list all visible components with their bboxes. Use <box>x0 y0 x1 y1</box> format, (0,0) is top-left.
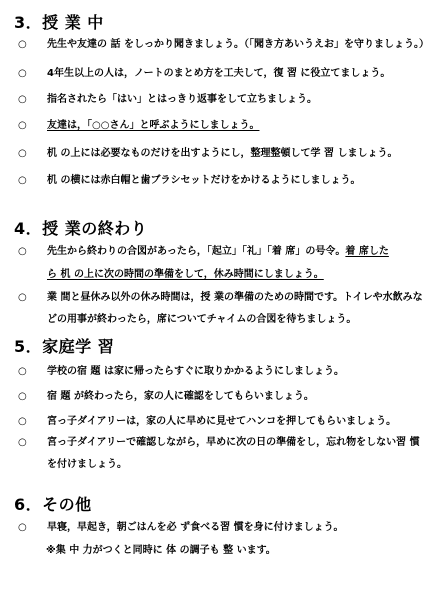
section-6-heading: 6．その他 <box>14 495 92 514</box>
section-3-heading: 3．授 業 中 <box>14 13 104 32</box>
list-item: ○ 先生や友達の 話 をしっかり聞きましょう。（「聞き方あいうえお」を守りましょう。） <box>18 32 428 57</box>
circle-bullet-icon: ○ <box>18 292 27 303</box>
circle-bullet-icon: ○ <box>18 39 27 50</box>
list-item: ○ 業 間と昼休み以外の休み時間は，授 業の準備のための時間です。トイレや水飲みなどの用事が終わったら，席についてチャイムの合図を待ちましょう。 <box>18 287 428 331</box>
circle-bullet-icon: ○ <box>18 366 27 377</box>
note-text: ※集 中 力がつくと同時に 体 の調子も 整 います。 <box>46 545 276 556</box>
list-item: ○ 学校の宿 題 は家に帰ったらすぐに取りかかるようにしましょう。 <box>18 359 428 384</box>
list-item: ○ 4年生以上の人は，ノートのまとめ方を工夫して，復 習 に役立てましょう。 <box>18 61 428 86</box>
circle-bullet-icon: ○ <box>18 416 27 427</box>
section-5-heading: 5．家庭学 習 <box>14 337 115 356</box>
circle-bullet-icon: ○ <box>18 68 27 79</box>
circle-bullet-icon: ○ <box>18 120 27 131</box>
circle-bullet-icon: ○ <box>18 94 27 105</box>
list-item: ○ 友達は，「○○さん」と呼ぶようにしましょう。 <box>18 113 428 138</box>
section-4-heading: 4．授 業の終わり <box>14 219 148 238</box>
circle-bullet-icon: ○ <box>18 522 27 533</box>
list-item: ○ 宮っ子ダイアリーは，家の人に早めに見せてハンコを押してもらいましょう。 <box>18 409 428 434</box>
circle-bullet-icon: ○ <box>18 246 27 257</box>
list-item: ○ 指名されたら「はい」とはっきり返事をして立ちましょう。 <box>18 87 428 112</box>
list-item: ○ 机 の横には赤白帽と歯ブラシセットだけをかけるようにしましょう。 <box>18 168 428 193</box>
circle-bullet-icon: ○ <box>18 437 27 448</box>
list-item: ○ 宿 題 が終わったら，家の人に確認をしてもらいましょう。 <box>18 384 428 409</box>
circle-bullet-icon: ○ <box>18 148 27 159</box>
circle-bullet-icon: ○ <box>18 391 27 402</box>
list-item: ○ 宮っ子ダイアリーで確認しながら，早めに次の日の準備をし，忘れ物をしない習 慣を付けましょう。 <box>18 432 428 476</box>
circle-bullet-icon: ○ <box>18 175 27 186</box>
list-item: ○ 先生から終わりの合図があったら，「起立」「礼」「着 席」の号令。着 席した ら 机 の上に次の時間の準備をして，休み時間にしましょう。 <box>18 240 428 286</box>
list-item: ○ 机 の上には必要なものだけを出すようにし，整理整頓して学 習 しましょう。 <box>18 141 428 166</box>
list-item: ○ 早寝，早起き，朝ごはんを必 ず食べる習 慣を身に付けましょう。 <box>18 515 428 540</box>
